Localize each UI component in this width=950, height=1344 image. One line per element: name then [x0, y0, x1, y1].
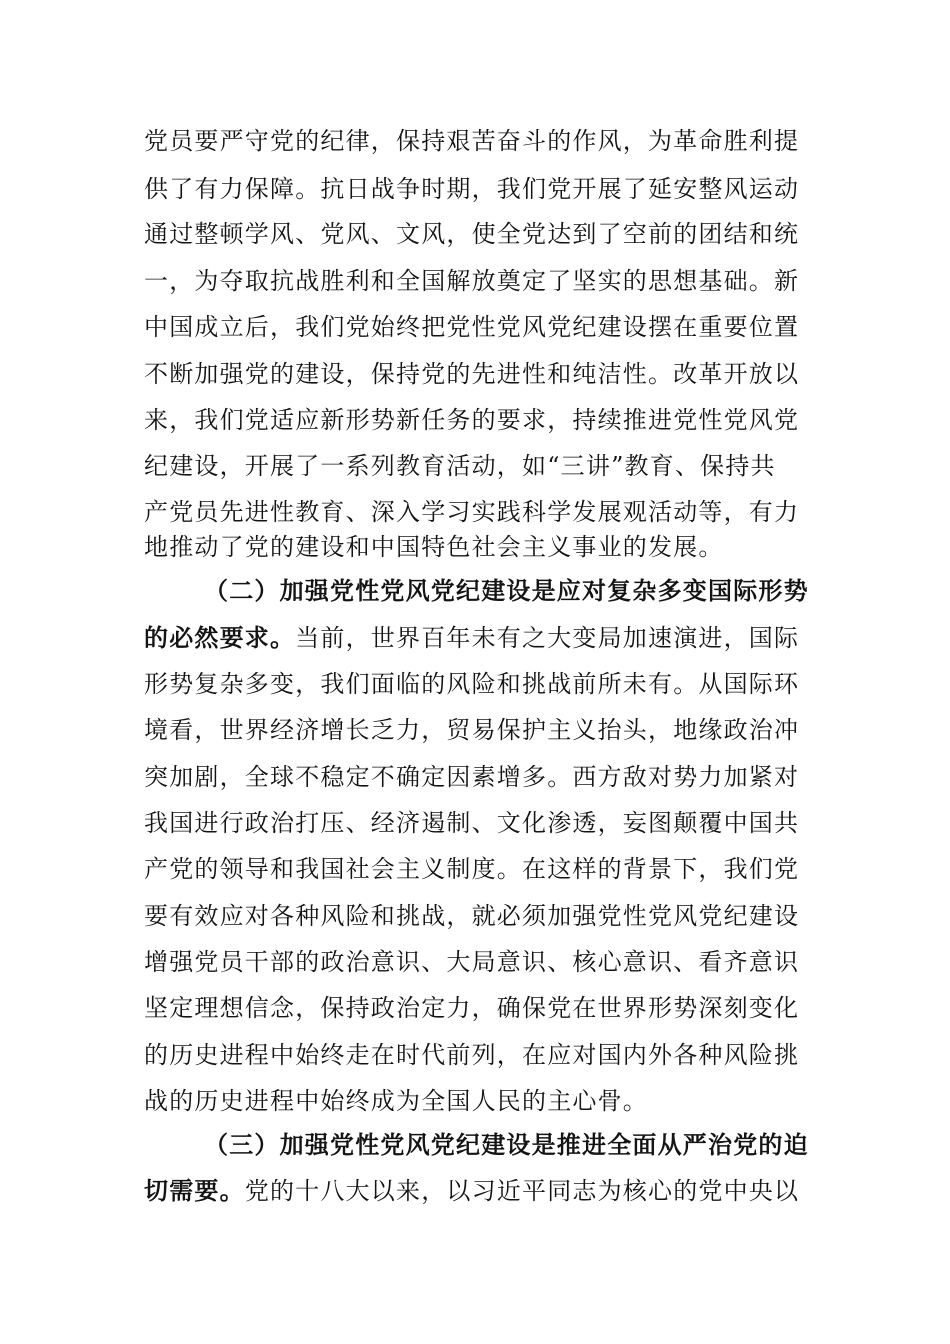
text-line: 的历史进程中始终走在时代前列，在应对国内外各种风险挑	[144, 1041, 800, 1069]
text-line	[144, 1176, 810, 1206]
text-line: 通过整顿学风、党风、文风，使全党达到了空前的团结和统	[144, 220, 800, 248]
text-line: 形势复杂多变，我们面临的风险和挑战前所未有。从国际环	[144, 670, 800, 698]
text-line: 我国进行政治打压、经济遏制、文化渗透，妄图颠覆中国共	[144, 809, 800, 837]
text-line: 增强党员干部的政治意识、大局意识、核心意识、看齐意识	[144, 948, 800, 976]
text-line: 党员要严守党的纪律，保持艰苦奋斗的作风，为革命胜利提	[144, 127, 800, 155]
text-line: 供了有力保障。抗日战争时期，我们党开展了延安整风运动	[144, 175, 800, 203]
text-line: 一，为夺取抗战胜利和全国解放奠定了坚实的思想基础。新	[144, 267, 800, 295]
section-heading-end: 切需要。	[144, 1176, 245, 1205]
section-heading	[204, 1130, 810, 1160]
section-heading	[204, 576, 810, 606]
text-line: 产党员先进性教育、深入学习实践科学发展观活动等，有力	[144, 498, 800, 526]
text-line: 坚定理想信念，保持政治定力，确保党在世界形势深刻变化	[144, 994, 800, 1022]
text-line-rest: 党的十八大以来，以习近平同志为核心的党中央以	[244, 1177, 800, 1205]
text-line: 突加剧，全球不稳定不确定因素增多。西方敌对势力加紧对	[144, 763, 800, 791]
section-heading-text: （二）加强党性党风党纪建设是应对复杂多变国际形势	[204, 576, 809, 605]
text-line: 地推动了党的建设和中国特色社会主义事业的发展。	[144, 533, 724, 561]
section-heading-end: 的必然要求。	[144, 623, 296, 652]
text-line	[144, 623, 810, 653]
text-line: 要有效应对各种风险和挑战，就必须加强党性党风党纪建设	[144, 902, 800, 930]
text-line: 境看，世界经济增长乏力，贸易保护主义抬头，地缘政治冲	[144, 716, 800, 744]
text-line-rest: 当前，世界百年未有之大变局加速演进，国际	[295, 624, 800, 652]
text-line: 战的历史进程中始终成为全国人民的主心骨。	[144, 1087, 648, 1115]
section-heading-text: （三）加强党性党风党纪建设是推进全面从严治党的迫	[204, 1130, 809, 1159]
text-line: 不断加强党的建设，保持党的先进性和纯洁性。改革开放以	[144, 360, 800, 388]
text-line: 纪建设，开展了一系列教育活动，如“三讲”教育、保持共	[144, 452, 776, 480]
text-line: 中国成立后，我们党始终把党性党风党纪建设摆在重要位置	[144, 313, 800, 341]
text-line: 来，我们党适应新形势新任务的要求，持续推进党性党风党	[144, 406, 800, 434]
text-line: 产党的领导和我国社会主义制度。在这样的背景下，我们党	[144, 855, 800, 883]
